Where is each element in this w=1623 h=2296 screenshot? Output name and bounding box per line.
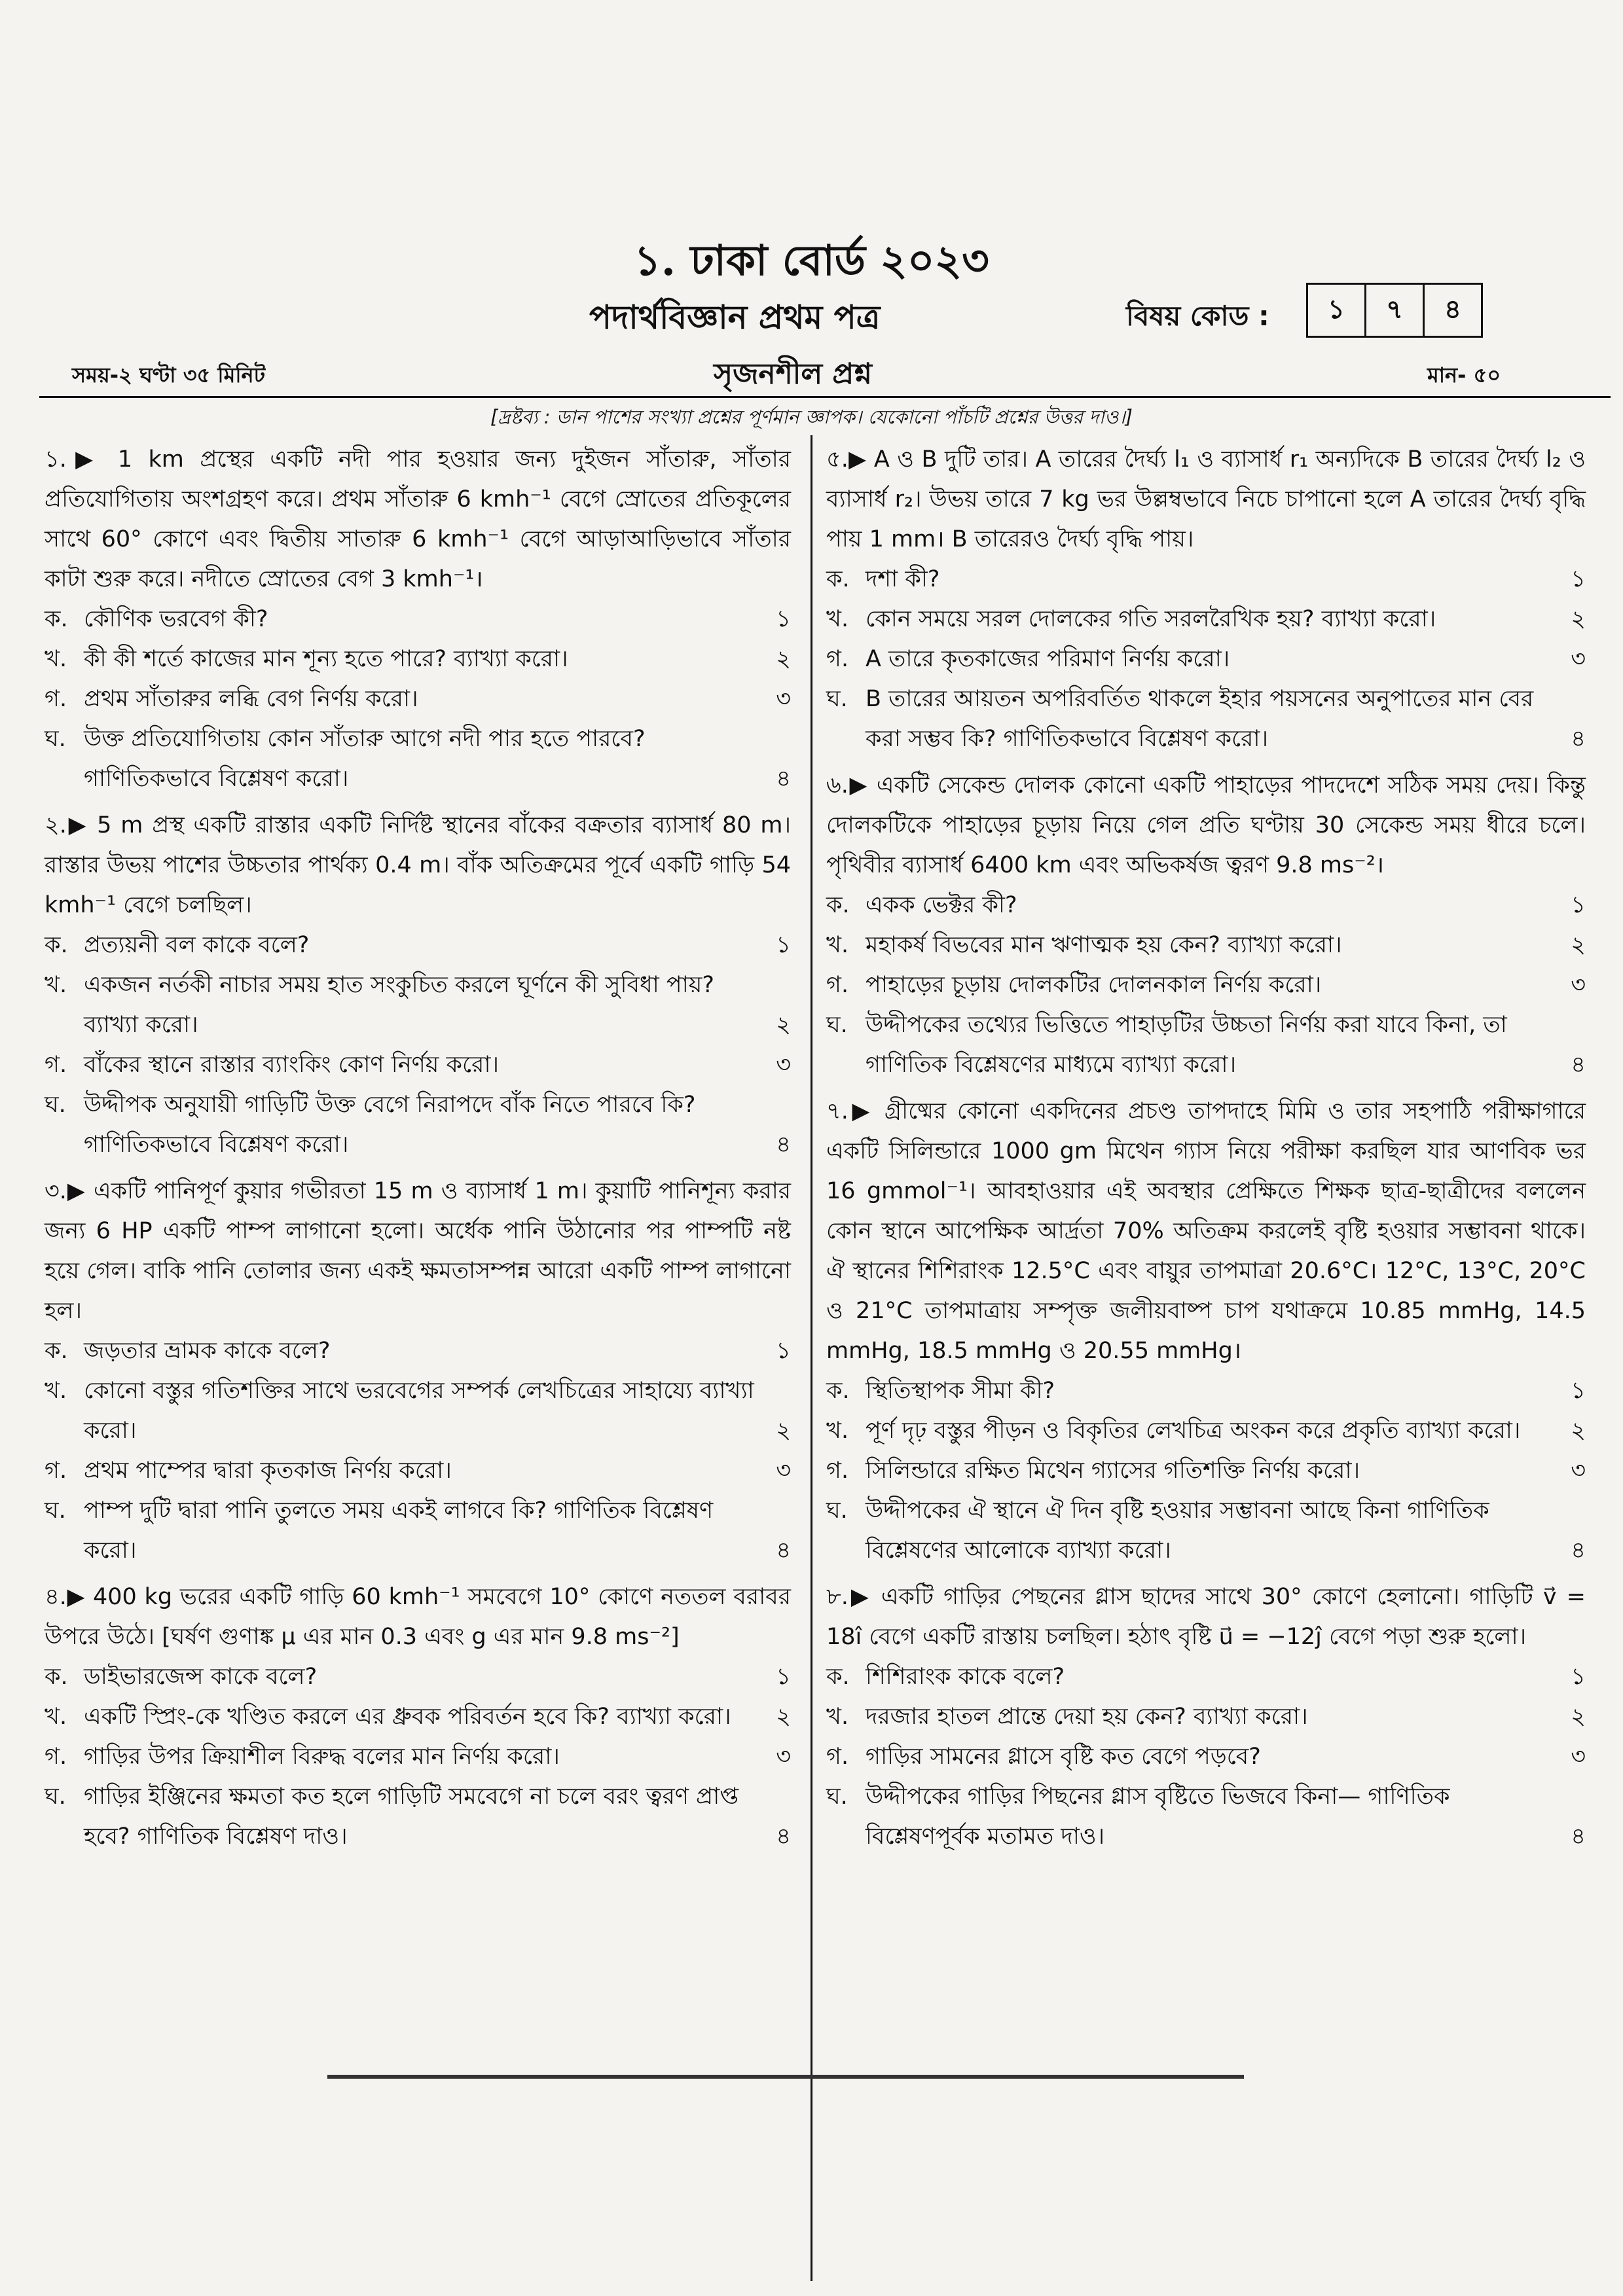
sub-question bbox=[45, 965, 791, 1045]
sub-question-marks: ২ bbox=[1571, 606, 1586, 632]
sub-question-letter: ক. bbox=[826, 1664, 850, 1690]
sub-question-letter: ক. bbox=[45, 932, 68, 958]
sub-question bbox=[45, 1657, 791, 1697]
sub-question-letter: ঘ. bbox=[45, 1092, 66, 1118]
sub-question-text: A তারে কৃতকাজের পরিমাণ নির্ণয় করো। bbox=[866, 646, 1230, 672]
sub-question-letter: ক. bbox=[45, 1338, 68, 1364]
sub-question bbox=[826, 679, 1586, 759]
sub-question-marks: ৪ bbox=[776, 1537, 791, 1564]
sub-question bbox=[826, 600, 1586, 639]
sub-question-marks: ৪ bbox=[776, 1823, 791, 1850]
sub-question bbox=[45, 1045, 791, 1085]
sub-question-letter: গ. bbox=[826, 1458, 849, 1484]
sub-question-marks: ৪ bbox=[1571, 1052, 1586, 1078]
sub-question-marks: ৪ bbox=[1571, 1537, 1586, 1564]
page-title: ১. ঢাকা বোর্ড ২০২৩ bbox=[634, 236, 989, 285]
sub-question-letter: ঘ. bbox=[826, 1012, 848, 1038]
sub-question-marks: ২ bbox=[776, 646, 791, 672]
sub-question-letter: খ. bbox=[826, 1418, 849, 1444]
header-divider bbox=[39, 396, 1611, 398]
sub-question-marks: ১ bbox=[1571, 892, 1586, 918]
sub-question-text: একক ভেক্টর কী? bbox=[866, 892, 1017, 918]
sub-question-marks: ৪ bbox=[776, 766, 791, 792]
sub-question bbox=[45, 1697, 791, 1737]
subject-code-boxes bbox=[1306, 283, 1483, 338]
sub-question bbox=[826, 1451, 1586, 1491]
sub-question-marks: ১ bbox=[776, 932, 791, 958]
sub-question-marks: ৩ bbox=[1571, 646, 1586, 672]
sub-question bbox=[45, 1737, 791, 1777]
sub-question-letter: ক. bbox=[826, 566, 850, 592]
question-stem: ৩.▶ একটি পানিপূর্ণ কুয়ার গভীরতা 15 m ও ব্যাসার্ধ 1 m। কুয়াটি পানিশূন্য করার জন্য 6 HP একটি পাম্প লাগানো হলো। অর্ধেক পানি উঠানোর পর পাম্পটি নষ্ট হয়ে গেল। বাকি পানি তোলার জন্য একই ক্ষমতাসম্পন্ন আরো একটি পাম্প লাগানো হল। bbox=[45, 1178, 791, 1324]
sub-question-letter: গ. bbox=[826, 972, 849, 998]
sub-question-marks: ৪ bbox=[1571, 1823, 1586, 1850]
sub-question-marks: ৩ bbox=[776, 1744, 791, 1770]
sub-question-marks: ১ bbox=[776, 1664, 791, 1690]
sub-question-letter: ঘ. bbox=[826, 1498, 848, 1524]
question-stem: ১.▶ 1 km প্রস্থের একটি নদী পার হওয়ার জন্য দুইজন সাঁতারু, সাঁতার প্রতিযোগিতায় অংশগ্রহণ করে। প্রথম সাঁতারু 6 kmh⁻¹ বেগে স্রোতের প্রতিকূলের সাথে 60° কোণে এবং দ্বিতীয় সাতারু 6 kmh⁻¹ বেগে আড়াআড়িভাবে সাঁতার কাটা শুরু করে। নদীতে স্রোতের বেগ 3 kmh⁻¹। bbox=[45, 446, 791, 592]
sub-question bbox=[45, 679, 791, 719]
sub-question-letter: গ. bbox=[45, 686, 67, 712]
sub-question bbox=[826, 639, 1586, 679]
sub-question-marks: ২ bbox=[1571, 1418, 1586, 1444]
question-block bbox=[826, 766, 1586, 1085]
sub-question-letter: ঘ. bbox=[826, 686, 848, 712]
sub-question-text: উক্ত প্রতিযোগিতায় কোন সাঁতারু আগে নদী পার হতে পারবে? গাণিতিকভাবে বিশ্লেষণ করো। bbox=[84, 726, 646, 792]
sub-question-text: উদ্দীপকের তথ্যের ভিত্তিতে পাহাড়টির উচ্চতা নির্ণয় করা যাবে কিনা, তা গাণিতিক বিশ্লেষণের মাধ্যমে ব্যাখ্যা করো। bbox=[866, 1012, 1507, 1078]
question-block bbox=[45, 806, 791, 1165]
sub-question bbox=[45, 1371, 791, 1451]
sub-question-letter: ঘ. bbox=[45, 1498, 66, 1524]
sub-question-text: উদ্দীপকের গাড়ির পিছনের গ্লাস বৃষ্টিতে ভিজবে কিনা— গাণিতিক বিশ্লেষণপূর্বক মতামত দাও। bbox=[866, 1784, 1450, 1850]
sub-question-letter: ক. bbox=[826, 892, 850, 918]
sub-question-text: দশা কী? bbox=[866, 566, 940, 592]
sub-question bbox=[826, 1411, 1586, 1451]
sub-question-text: ডাইভারজেন্স কাকে বলে? bbox=[84, 1664, 318, 1690]
sub-question bbox=[45, 639, 791, 679]
sub-question bbox=[826, 1777, 1586, 1857]
sub-question-letter: ঘ. bbox=[45, 1784, 66, 1810]
sub-question bbox=[826, 1657, 1586, 1697]
sub-question-text: পূর্ণ দৃঢ় বস্তুর পীড়ন ও বিকৃতির লেখচিত্র অংকন করে প্রকৃতি ব্যাখ্যা করো। bbox=[866, 1418, 1521, 1444]
sub-question-marks: ৩ bbox=[776, 1458, 791, 1484]
sub-question-marks: ২ bbox=[1571, 932, 1586, 958]
full-marks: মান- ৫০ bbox=[1427, 363, 1501, 387]
section-title: সৃজনশীল প্রশ্ন bbox=[714, 357, 872, 391]
sub-question-text: গাড়ির উপর ক্রিয়াশীল বিরুদ্ধ বলের মান নির্ণয় করো। bbox=[84, 1744, 560, 1770]
sub-question-text: প্রত্যয়নী বল কাকে বলে? bbox=[84, 932, 310, 958]
sub-question bbox=[826, 965, 1586, 1005]
sub-question-text: পাম্প দুটি দ্বারা পানি তুলতে সময় একই লাগবে কি? গাণিতিক বিশ্লেষণ করো। bbox=[84, 1498, 714, 1564]
paper-subtitle: পদার্থবিজ্ঞান প্রথম পত্র bbox=[589, 298, 881, 336]
sub-question bbox=[826, 560, 1586, 600]
sub-question-marks: ১ bbox=[1571, 1378, 1586, 1404]
sub-question-marks: ৩ bbox=[1571, 972, 1586, 998]
sub-question-letter: খ. bbox=[826, 1704, 849, 1730]
sub-question-marks: ২ bbox=[1571, 1704, 1586, 1730]
sub-question bbox=[826, 886, 1586, 925]
subject-code-digit: ১ bbox=[1308, 285, 1366, 336]
sub-question-letter: গ. bbox=[45, 1744, 67, 1770]
question-block bbox=[826, 440, 1586, 759]
sub-question-text: গাড়ির ইঞ্জিনের ক্ষমতা কত হলে গাড়িটি সমবেগে না চলে বরং ত্বরণ প্রাপ্ত হবে? গাণিতিক বিশ্লেষণ দাও। bbox=[84, 1784, 739, 1850]
sub-question-marks: ৪ bbox=[1571, 726, 1586, 752]
sub-question bbox=[826, 1491, 1586, 1571]
sub-question-text: স্থিতিস্থাপক সীমা কী? bbox=[866, 1378, 1055, 1404]
question-block bbox=[826, 1577, 1586, 1857]
sub-question-text: সিলিন্ডারে রক্ষিত মিথেন গ্যাসের গতিশক্তি নির্ণয় করো। bbox=[866, 1458, 1360, 1484]
sub-question-text: কৌণিক ভরবেগ কী? bbox=[84, 606, 268, 632]
sub-question-letter: গ. bbox=[45, 1052, 67, 1078]
sub-question-marks: ৩ bbox=[1571, 1744, 1586, 1770]
sub-question-text: শিশিরাংক কাকে বলে? bbox=[866, 1664, 1065, 1690]
sub-question bbox=[45, 600, 791, 639]
question-stem: ৮.▶ একটি গাড়ির পেছনের গ্লাস ছাদের সাথে 30° কোণে হেলানো। গাড়িটি v⃗ = 18î বেগে একটি রাস্তায় চলছিল। হঠাৎ বৃষ্টি u⃗ = −12ĵ বেগে পড়া শুরু হলো। bbox=[826, 1584, 1586, 1650]
question-block bbox=[45, 1577, 791, 1857]
sub-question-text: উদ্দীপকের ঐ স্থানে ঐ দিন বৃষ্টি হওয়ার সম্ভাবনা আছে কিনা গাণিতিক বিশ্লেষণের আলোকে ব্যাখ্যা করো। bbox=[866, 1498, 1489, 1564]
question-block bbox=[826, 1092, 1586, 1571]
question-block bbox=[45, 440, 791, 799]
sub-question-letter: ঘ. bbox=[45, 726, 66, 752]
sub-question-text: পাহাড়ের চূড়ায় দোলকটির দোলনকাল নির্ণয় করো। bbox=[866, 972, 1322, 998]
sub-question-marks: ৩ bbox=[776, 1052, 791, 1078]
sub-question-letter: ক. bbox=[45, 1664, 68, 1690]
sub-question-marks: ১ bbox=[776, 606, 791, 632]
sub-question-letter: ক. bbox=[45, 606, 68, 632]
sub-question bbox=[826, 925, 1586, 965]
sub-question-letter: ক. bbox=[826, 1378, 850, 1404]
sub-question-text: কী কী শর্তে কাজের মান শূন্য হতে পারে? ব্যাখ্যা করো। bbox=[84, 646, 568, 672]
sub-question bbox=[826, 1371, 1586, 1411]
footer-rule bbox=[327, 2075, 1244, 2079]
sub-question-marks: ১ bbox=[776, 1338, 791, 1364]
sub-question-marks: ৩ bbox=[776, 686, 791, 712]
sub-question bbox=[826, 1737, 1586, 1777]
left-column bbox=[45, 440, 791, 1863]
question-stem: ৪.▶ 400 kg ভরের একটি গাড়ি 60 kmh⁻¹ সমবেগে 10° কোণে নততল বরাবর উপরে উঠে। [ঘর্ষণ গুণাঙ্ক μ এর মান 0.3 এবং g এর মান 9.8 ms⁻²] bbox=[45, 1584, 791, 1650]
sub-question-letter: ঘ. bbox=[826, 1784, 848, 1810]
sub-question-marks: ২ bbox=[776, 1704, 791, 1730]
sub-question-text: জড়তার ভ্রামক কাকে বলে? bbox=[84, 1338, 331, 1364]
sub-question-text: প্রথম পাম্পের দ্বারা কৃতকাজ নির্ণয় করো। bbox=[84, 1458, 452, 1484]
sub-question bbox=[45, 1331, 791, 1371]
time-allowed: সময়-২ ঘণ্টা ৩৫ মিনিট bbox=[72, 363, 266, 387]
sub-question bbox=[45, 925, 791, 965]
sub-question-letter: গ. bbox=[826, 1744, 849, 1770]
sub-question bbox=[826, 1697, 1586, 1737]
instruction-note: [দ্রষ্টব্য : ডান পাশের সংখ্যা প্রশ্নের পূর্ণমান জ্ঞাপক। যেকোনো পাঁচটি প্রশ্নের উত্তর দাও।] bbox=[490, 406, 1133, 428]
sub-question-text: উদ্দীপক অনুযায়ী গাড়িটি উক্ত বেগে নিরাপদে বাঁক নিতে পারবে কি? গাণিতিকভাবে বিশ্লেষণ করো। bbox=[84, 1092, 696, 1158]
sub-question bbox=[45, 719, 791, 799]
sub-question-letter: গ. bbox=[45, 1458, 67, 1484]
question-stem: ৭.▶ গ্রীষ্মের কোনো একদিনের প্রচণ্ড তাপদাহে মিমি ও তার সহপাঠি পরীক্ষাগারে একটি সিলিন্ডারে 1000 gm মিথেন গ্যাস নিয়ে পরীক্ষা করছিল যার আণবিক ভর 16 gmmol⁻¹। আবহাওয়ার এই অবস্থার প্রেক্ষিতে শিক্ষক ছাত্র-ছাত্রীদের বললেন কোন স্থানে আপেক্ষিক আর্দ্রতা 70% অতিক্রম করলেই বৃষ্টি হওয়ার সম্ভাবনা থাকে। ঐ স্থানের শিশিরাংক 12.5°C এবং বায়ুর তাপমাত্রা 20.6°C। 12°C, 13°C, 20°C ও 21°C তাপমাত্রায় সম্পৃক্ত জলীয়বাষ্প চাপ যথাক্রমে 10.85 mmHg, 14.5 mmHg, 18.5 mmHg ও 20.55 mmHg। bbox=[826, 1098, 1586, 1364]
sub-question-letter: খ. bbox=[45, 646, 67, 672]
sub-question-text: বাঁকের স্থানে রাস্তার ব্যাংকিং কোণ নির্ণয় করো। bbox=[84, 1052, 499, 1078]
sub-question-letter: গ. bbox=[826, 646, 849, 672]
subject-code-digit: ৪ bbox=[1444, 294, 1461, 325]
sub-question-letter: খ. bbox=[826, 606, 849, 632]
subject-code-digit: ৭ bbox=[1366, 285, 1425, 336]
sub-question-marks: ২ bbox=[776, 1418, 791, 1444]
sub-question-letter: খ. bbox=[45, 1378, 67, 1404]
sub-question-text: একটি স্প্রিং-কে খণ্ডিত করলে এর ধ্রুবক পরিবর্তন হবে কি? ব্যাখ্যা করো। bbox=[84, 1704, 731, 1730]
sub-question bbox=[826, 1005, 1586, 1085]
right-column bbox=[826, 440, 1586, 1863]
sub-question-text: গাড়ির সামনের গ্লাসে বৃষ্টি কত বেগে পড়বে? bbox=[866, 1744, 1261, 1770]
subject-code-label: বিষয় কোড : bbox=[1126, 300, 1269, 332]
sub-question bbox=[45, 1085, 791, 1165]
sub-question-marks: ১ bbox=[1571, 1664, 1586, 1690]
sub-question-letter: খ. bbox=[45, 972, 67, 998]
sub-question-marks: ২ bbox=[776, 1012, 791, 1038]
sub-question bbox=[45, 1777, 791, 1857]
sub-question bbox=[45, 1451, 791, 1491]
sub-question-text: কোন সময়ে সরল দোলকের গতি সরলরৈখিক হয়? ব্যাখ্যা করো। bbox=[866, 606, 1436, 632]
sub-question-text: কোনো বস্তুর গতিশক্তির সাথে ভরবেগের সম্পর্ক লেখচিত্রের সাহায্যে ব্যাখ্যা করো। bbox=[84, 1378, 754, 1444]
question-stem: ৬.▶ একটি সেকেন্ড দোলক কোনো একটি পাহাড়ের পাদদেশে সঠিক সময় দেয়। কিন্তু দোলকটিকে পাহাড়ের চূড়ায় নিয়ে গেল প্রতি ঘণ্টায় 30 সেকেন্ড সময় ধীরে চলে। পৃথিবীর ব্যাসার্ধ 6400 km এবং অভিকর্ষজ ত্বরণ 9.8 ms⁻²। bbox=[826, 772, 1586, 878]
question-stem: ৫.▶ A ও B দুটি তার। A তারের দৈর্ঘ্য l₁ ও ব্যাসার্ধ r₁ অন্যদিকে B তারের দৈর্ঘ্য l₂ ও ব্যাসার্ধ r₂। উভয় তারে 7 kg ভর উল্লম্বভাবে নিচে চাপানো হলে A তারের দৈর্ঘ্য বৃদ্ধি পায় 1 mm। B তারেরও দৈর্ঘ্য বৃদ্ধি পায়। bbox=[826, 446, 1586, 552]
sub-question-text: মহাকর্ষ বিভবের মান ঋণাত্মক হয় কেন? ব্যাখ্যা করো। bbox=[866, 932, 1342, 958]
question-stem: ২.▶ 5 m প্রস্থ একটি রাস্তার একটি নির্দিষ্ট স্থানের বাঁকের বক্রতার ব্যাসার্ধ 80 m। রাস্তার উভয় পাশের উচ্চতার পার্থক্য 0.4 m। বাঁক অতিক্রমের পূর্বে একটি গাড়ি 54 kmh⁻¹ বেগে চলছিল। bbox=[45, 812, 791, 918]
sub-question-letter: খ. bbox=[826, 932, 849, 958]
sub-question-text: একজন নর্তকী নাচার সময় হাত সংকুচিত করলে ঘূর্ণনে কী সুবিধা পায়? ব্যাখ্যা করো। bbox=[84, 972, 714, 1038]
sub-question-text: দরজার হাতল প্রান্তে দেয়া হয় কেন? ব্যাখ্যা করো। bbox=[866, 1704, 1308, 1730]
sub-question-marks: ১ bbox=[1571, 566, 1586, 592]
column-divider bbox=[811, 435, 812, 2281]
sub-question-marks: ৩ bbox=[1571, 1458, 1586, 1484]
sub-question-letter: খ. bbox=[45, 1704, 67, 1730]
sub-question-text: B তারের আয়তন অপরিবর্তিত থাকলে ইহার পয়সনের অনুপাতের মান বের করা সম্ভব কি? গাণিতিকভাবে বিশ্লেষণ করো। bbox=[866, 686, 1534, 752]
sub-question-marks: ৪ bbox=[776, 1132, 791, 1158]
sub-question-text: প্রথম সাঁতারুর লব্ধি বেগ নির্ণয় করো। bbox=[84, 686, 418, 712]
question-block bbox=[45, 1172, 791, 1571]
sub-question bbox=[45, 1491, 791, 1571]
